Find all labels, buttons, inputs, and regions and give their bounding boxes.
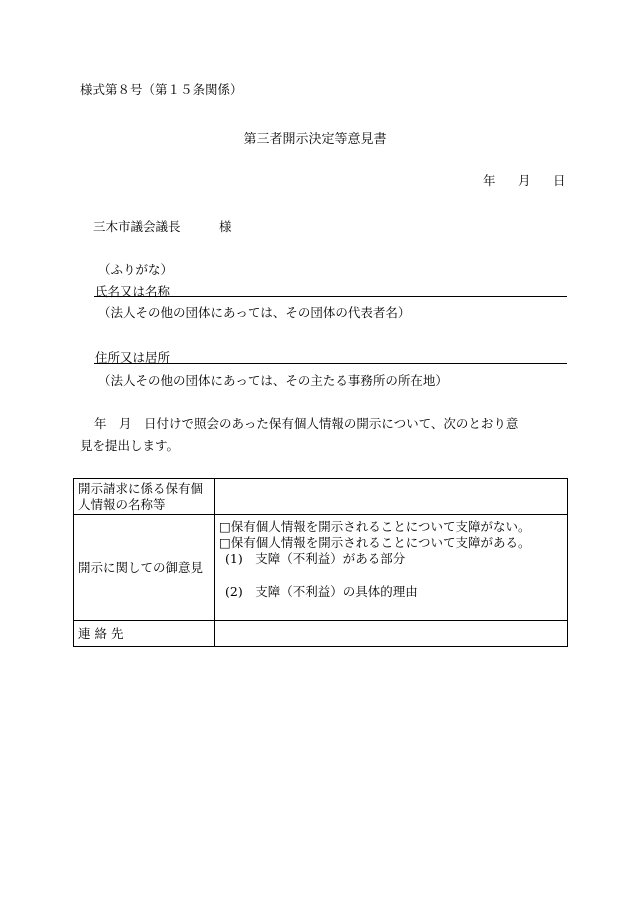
form-number: 様式第８号（第１５条関係） — [80, 82, 243, 97]
body-text-line-2: 見を提出します。 — [80, 438, 180, 453]
contact-label: 連 絡 先 — [74, 621, 215, 647]
body-text-line-1: 年 月 日付けで照会のあった保有個人情報の開示について、次のとおり意 — [94, 416, 519, 431]
opinion-label: 開示に関しての御意見 — [74, 515, 215, 621]
item-name-cell — [215, 479, 568, 515]
name-label: 氏名又は名称 — [95, 284, 171, 299]
addressee-honorific: 様 — [219, 219, 232, 234]
item-name-label: 開示請求に係る保有個人情報の名称等 — [74, 479, 215, 515]
address-label: 住所又は居所 — [95, 350, 171, 365]
name-underline — [94, 296, 567, 297]
address-note: （法人その他の団体にあっては、その主たる事務所の所在地） — [98, 373, 448, 388]
opinion-table — [73, 478, 568, 647]
furigana-label: （ふりがな） — [98, 262, 174, 277]
opinion-cell — [215, 515, 568, 621]
table-row — [74, 621, 568, 647]
table-row — [74, 479, 568, 515]
sub-item-affected-part: (1) 支障（不利益）がある部分 — [225, 551, 406, 566]
document-title: 第三者開示決定等意見書 — [243, 132, 387, 147]
option-no-issue: □保有個人情報を開示されることについて支障がない。 — [219, 519, 531, 534]
table-row — [74, 515, 568, 621]
name-note: （法人その他の団体にあっては、その団体の代表者名） — [98, 305, 411, 320]
addressee-name: 三木市議会議長 — [93, 219, 181, 234]
option-has-issue: □保有個人情報を開示されることについて支障がある。 — [219, 535, 531, 550]
address-underline — [94, 363, 567, 364]
date-month-label: 月 — [518, 173, 531, 188]
date-year-label: 年 — [483, 173, 496, 188]
sub-item-specific-reason: (2) 支障（不利益）の具体的理由 — [225, 584, 418, 599]
contact-cell — [215, 621, 568, 647]
date-day-label: 日 — [553, 173, 566, 188]
